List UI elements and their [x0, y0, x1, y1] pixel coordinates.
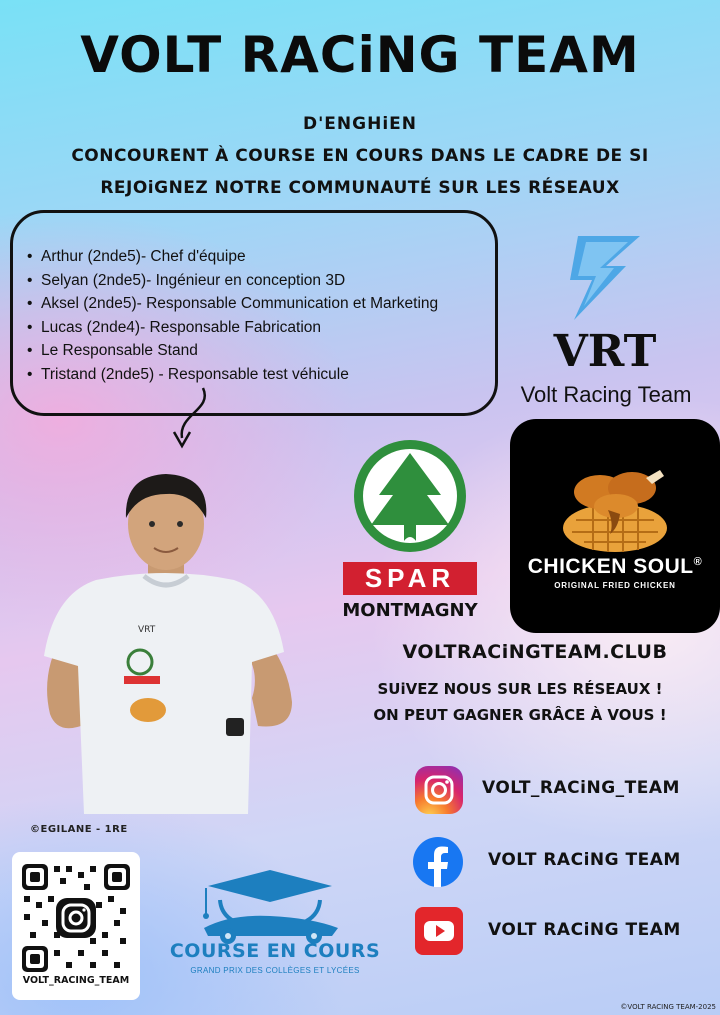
instagram-handle[interactable]: VOLT_RACiNG_TEAM: [482, 778, 680, 798]
chicken-soul-tagline: ORIGINAL FRIED CHICKEN: [554, 581, 676, 590]
spar-city: MONTMAGNY: [342, 600, 478, 621]
location-line: D'ENGHiEN: [302, 114, 417, 134]
team-member: • Le Responsable Stand: [27, 339, 495, 363]
support-line: ON PEUT GAGNER GRÂCE À VOUS !: [373, 706, 667, 724]
page-title: VOLT RACiNG TEAM: [80, 26, 640, 84]
team-member: • Selyan (2nde5)- Ingénieur en conception 3D: [27, 269, 495, 293]
team-member: • Aksel (2nde5)- Responsable Communication et Marketing: [27, 292, 495, 316]
team-member: • Arthur (2nde5)- Chef d'équipe: [27, 245, 495, 269]
follow-line: SUiVEZ NOUS SUR LES RÉSEAUX !: [377, 680, 663, 698]
course-en-cours-logo: [190, 868, 350, 946]
qr-label: VOLT_RACING_TEAM: [22, 975, 130, 986]
facebook-handle[interactable]: VOLT RACiNG TEAM: [488, 850, 681, 870]
lightning-bolt-icon: [548, 228, 648, 324]
spar-tree-icon: [343, 437, 477, 555]
join-line: REJOiGNEZ NOTRE COMMUNAUTÉ SUR LES RÉSEAUX: [100, 178, 620, 198]
copyright: ©VOLT RACING TEAM-2025: [620, 1003, 716, 1011]
competition-line: CONCOURENT À COURSE EN COURS DANS LE CADRE DE SI: [71, 146, 649, 166]
fried-chicken-waffle-icon: [548, 458, 682, 558]
team-member: • Tristand (2nde5) - Responsable test véhicule: [27, 363, 495, 387]
photo-credit: ©EGILANE - 1RE: [30, 824, 128, 835]
instagram-icon[interactable]: [414, 765, 464, 815]
youtube-icon[interactable]: [414, 906, 464, 956]
qr-code[interactable]: [20, 862, 132, 974]
youtube-handle[interactable]: VOLT RACiNG TEAM: [488, 920, 681, 940]
curved-arrow-icon: [168, 380, 218, 460]
chicken-soul-name: CHICKEN SOUL®: [527, 555, 703, 578]
competition-name: COURSE EN COURS: [169, 940, 381, 962]
website-link[interactable]: VOLTRACiNGTEAM.CLUB: [402, 641, 668, 663]
vrt-full-name: Volt Racing Team: [520, 382, 692, 407]
spar-logo-text: SPAR: [343, 562, 477, 595]
competition-subtitle: GRAND PRIX DES COLLÈGES ET LYCÉES: [190, 966, 360, 975]
facebook-icon[interactable]: [412, 836, 464, 888]
team-member: • Lucas (2nde4)- Responsable Fabrication: [27, 316, 495, 340]
team-list: [13, 213, 495, 386]
team-bubble: [10, 210, 498, 416]
vrt-abbr: VRT: [553, 326, 657, 377]
svg-text:VRT: VRT: [138, 625, 156, 635]
team-member-photo: [20, 462, 310, 826]
